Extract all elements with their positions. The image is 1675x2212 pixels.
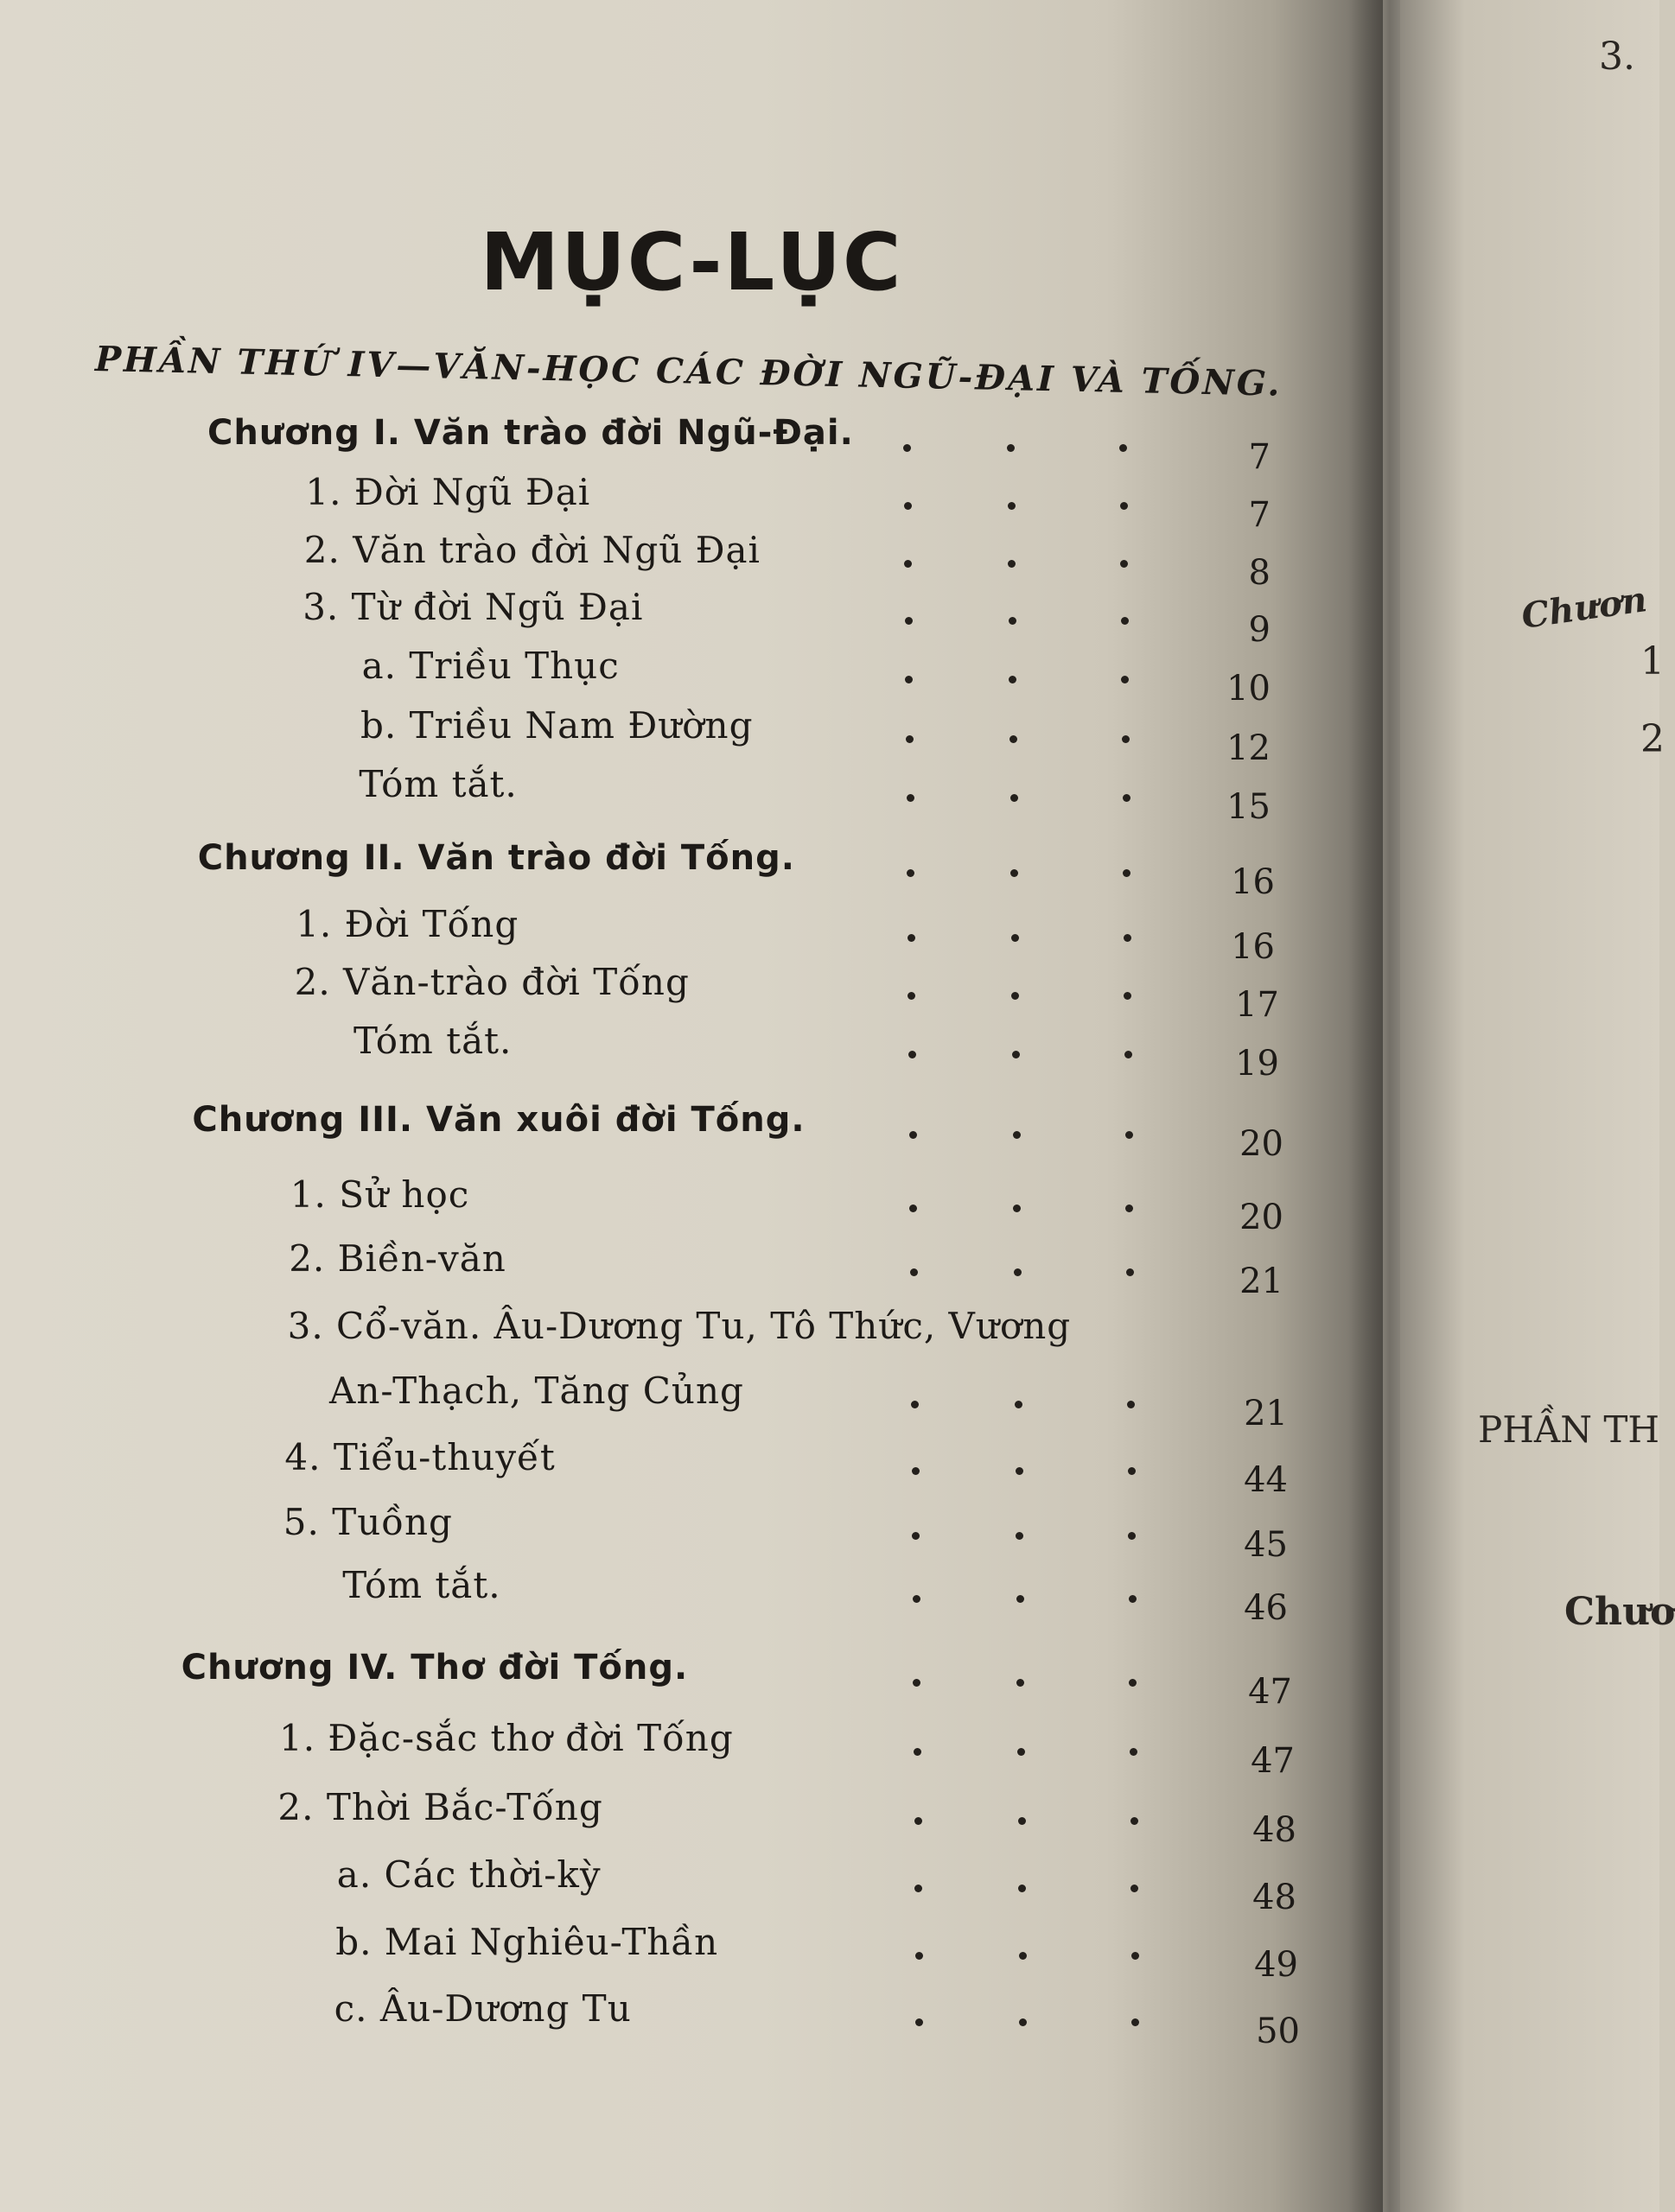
toc-entry bbox=[182, 1648, 689, 1700]
toc-section-label: 2. Biền-văn bbox=[289, 1237, 506, 1280]
toc-section-label: 1. Đời Tống bbox=[296, 903, 519, 945]
right-page-snippet: 2 bbox=[1640, 717, 1665, 761]
right-page-snippet: PHẦN TH bbox=[1478, 1408, 1659, 1451]
toc-page-number: 16 bbox=[1231, 927, 1275, 967]
right-page-corner: 3. bbox=[1599, 35, 1635, 79]
toc-chapter-label: Chương III. Văn xuôi đời Tống. bbox=[192, 1100, 806, 1140]
leader-dot bbox=[1127, 1401, 1135, 1408]
leader-dot bbox=[1008, 502, 1016, 510]
leader-dot bbox=[903, 444, 911, 452]
right-page-snippet: Chươn bbox=[1519, 579, 1650, 637]
leader-dot bbox=[908, 934, 915, 942]
toc-section-label: b. Mai Nghiêu-Thần bbox=[335, 1921, 719, 1963]
toc-entry bbox=[360, 704, 754, 756]
leader-dot bbox=[915, 1952, 923, 1960]
leader-dot bbox=[912, 1467, 920, 1475]
leader-dot bbox=[1130, 1817, 1138, 1825]
leader-dot bbox=[1119, 444, 1127, 452]
toc-page-number: 20 bbox=[1239, 1198, 1283, 1237]
toc-page-number: 48 bbox=[1252, 1810, 1296, 1850]
toc-section-label: 5. Tuồng bbox=[283, 1501, 453, 1543]
leader-dot bbox=[1014, 1268, 1022, 1276]
toc-entry bbox=[304, 529, 761, 581]
toc-section-label: 2. Thời Bắc-Tống bbox=[277, 1786, 603, 1828]
toc-page-number: 7 bbox=[1248, 437, 1271, 477]
toc-section-label: 3. Từ đời Ngũ Đại bbox=[303, 586, 644, 628]
toc-entry bbox=[335, 1921, 718, 1973]
toc-page-number: 21 bbox=[1244, 1394, 1288, 1433]
toc-page-number: 44 bbox=[1244, 1460, 1288, 1500]
leader-dot bbox=[911, 1401, 919, 1408]
toc-section-label: 3. Cổ-văn. Âu-Dương Tu, Tô Thức, Vương bbox=[287, 1305, 1072, 1347]
toc-section-label: c. Âu-Dương Tu bbox=[334, 1987, 632, 2030]
leader-dot bbox=[1013, 1131, 1021, 1139]
toc-entry bbox=[192, 1100, 805, 1152]
leader-dot bbox=[904, 502, 912, 510]
leader-dot bbox=[906, 735, 914, 743]
toc-page-number: 10 bbox=[1226, 669, 1271, 709]
leader-dot bbox=[914, 1748, 921, 1756]
toc-page-number: 48 bbox=[1252, 1878, 1296, 1917]
toc-page-number: 47 bbox=[1251, 1741, 1295, 1781]
toc-section-label: 1. Đời Ngũ Đại bbox=[305, 471, 591, 513]
leader-dot bbox=[1012, 1051, 1020, 1058]
toc-entry bbox=[296, 903, 519, 955]
toc-entry bbox=[207, 413, 854, 465]
toc-entry bbox=[359, 763, 517, 815]
leader-dot bbox=[914, 1817, 922, 1825]
leader-dot bbox=[1007, 444, 1015, 452]
toc-section-label: 2. Văn trào đời Ngũ Đại bbox=[303, 529, 761, 571]
toc-section-label: An-Thạch, Tăng Củng bbox=[329, 1370, 744, 1412]
leader-dot bbox=[1123, 794, 1130, 802]
leader-dot bbox=[1124, 1051, 1132, 1058]
toc-section-label: 4. Tiểu-thuyết bbox=[284, 1436, 556, 1478]
leader-dot bbox=[905, 617, 913, 625]
toc-section-label: Tóm tắt. bbox=[353, 1020, 513, 1062]
leader-dot bbox=[907, 794, 914, 802]
toc-page-number: 8 bbox=[1248, 553, 1271, 593]
leader-dot bbox=[1126, 1268, 1134, 1276]
toc-chapter-label: Chương I. Văn trào đời Ngũ-Đại. bbox=[207, 413, 854, 453]
toc-entry bbox=[353, 1020, 512, 1071]
leader-dot bbox=[1017, 1748, 1025, 1756]
toc-entry bbox=[283, 1501, 453, 1553]
toc-entry bbox=[295, 961, 690, 1013]
toc-section-label: 1. Sử học bbox=[290, 1173, 470, 1216]
leader-dot bbox=[1016, 1467, 1023, 1475]
leader-dot bbox=[1125, 1131, 1133, 1139]
leader-dot bbox=[1124, 934, 1131, 942]
toc-entry bbox=[279, 1717, 734, 1769]
toc-page-number: 49 bbox=[1254, 1945, 1298, 1985]
toc-section-label: 2. Văn-trào đời Tống bbox=[294, 961, 690, 1003]
leader-dot bbox=[913, 1595, 920, 1603]
leader-dot bbox=[1009, 735, 1017, 743]
leader-dot bbox=[910, 1268, 918, 1276]
toc-entry bbox=[288, 1305, 1072, 1357]
toc-page-number: 45 bbox=[1244, 1525, 1288, 1565]
toc-page-number: 47 bbox=[1248, 1672, 1292, 1712]
toc-page-number: 15 bbox=[1226, 787, 1271, 827]
toc-page-number: 16 bbox=[1231, 862, 1275, 902]
toc-page-number: 19 bbox=[1235, 1044, 1279, 1084]
leader-dot bbox=[1015, 1401, 1022, 1408]
leader-dot bbox=[1128, 1467, 1136, 1475]
right-page bbox=[1400, 0, 1675, 2212]
toc-section-label: b. Triều Nam Đường bbox=[360, 704, 754, 747]
leader-dot bbox=[1121, 617, 1129, 625]
toc-entry bbox=[362, 645, 620, 696]
toc-chapter-label: Chương II. Văn trào đời Tống. bbox=[197, 838, 795, 878]
toc-section-label: Tóm tắt. bbox=[342, 1564, 501, 1606]
toc-entry bbox=[305, 471, 590, 523]
leader-dot bbox=[1130, 1748, 1137, 1756]
toc-page-number: 50 bbox=[1256, 2012, 1300, 2051]
right-page-snippet: Chươ bbox=[1564, 1590, 1675, 1634]
leader-dot bbox=[1131, 1952, 1139, 1960]
leader-dot bbox=[1011, 934, 1019, 942]
leader-dot bbox=[1009, 617, 1016, 625]
toc-page-number: 20 bbox=[1239, 1124, 1283, 1164]
right-page-snippet: 1 bbox=[1640, 639, 1665, 683]
toc-entry bbox=[284, 1436, 555, 1488]
toc-chapter-label: Chương IV. Thơ đời Tống. bbox=[181, 1648, 689, 1688]
part-heading: PHẦN THỨ IV—VĂN-HỌC CÁC ĐỜI NGŨ-ĐẠI VÀ TỐNG. bbox=[94, 339, 1283, 404]
toc-page-number: 9 bbox=[1248, 610, 1271, 650]
toc-page-number: 12 bbox=[1226, 728, 1271, 768]
toc-entry bbox=[342, 1564, 500, 1616]
leader-dot bbox=[909, 1131, 917, 1139]
toc-entry bbox=[303, 586, 643, 638]
leader-dot bbox=[1010, 794, 1018, 802]
leader-dot bbox=[1019, 1952, 1027, 1960]
toc-page-number: 7 bbox=[1248, 495, 1271, 535]
page-title: MỤC-LỤC bbox=[480, 216, 903, 308]
toc-entry bbox=[277, 1786, 602, 1838]
toc-page-number: 21 bbox=[1239, 1262, 1283, 1301]
toc-entry bbox=[334, 1987, 632, 2039]
toc-section-label: a. Các thời-kỳ bbox=[336, 1853, 602, 1896]
toc-entry bbox=[329, 1370, 744, 1421]
toc-section-label: Tóm tắt. bbox=[359, 763, 518, 805]
toc-entry bbox=[289, 1237, 506, 1289]
toc-page-number: 17 bbox=[1235, 985, 1279, 1025]
leader-dot bbox=[1018, 1817, 1026, 1825]
toc-entry bbox=[198, 838, 795, 890]
leader-dot bbox=[1120, 502, 1128, 510]
toc-section-label: a. Triều Thục bbox=[361, 645, 620, 687]
toc-section-label: 1. Đặc-sắc thơ đời Tống bbox=[279, 1717, 734, 1759]
leader-dot bbox=[1016, 1595, 1024, 1603]
toc-entry bbox=[290, 1173, 469, 1225]
leader-dot bbox=[908, 1051, 916, 1058]
leader-dot bbox=[1129, 1595, 1137, 1603]
toc-page-number: 46 bbox=[1244, 1588, 1288, 1628]
toc-entry bbox=[337, 1853, 602, 1905]
leader-dot bbox=[1122, 735, 1130, 743]
